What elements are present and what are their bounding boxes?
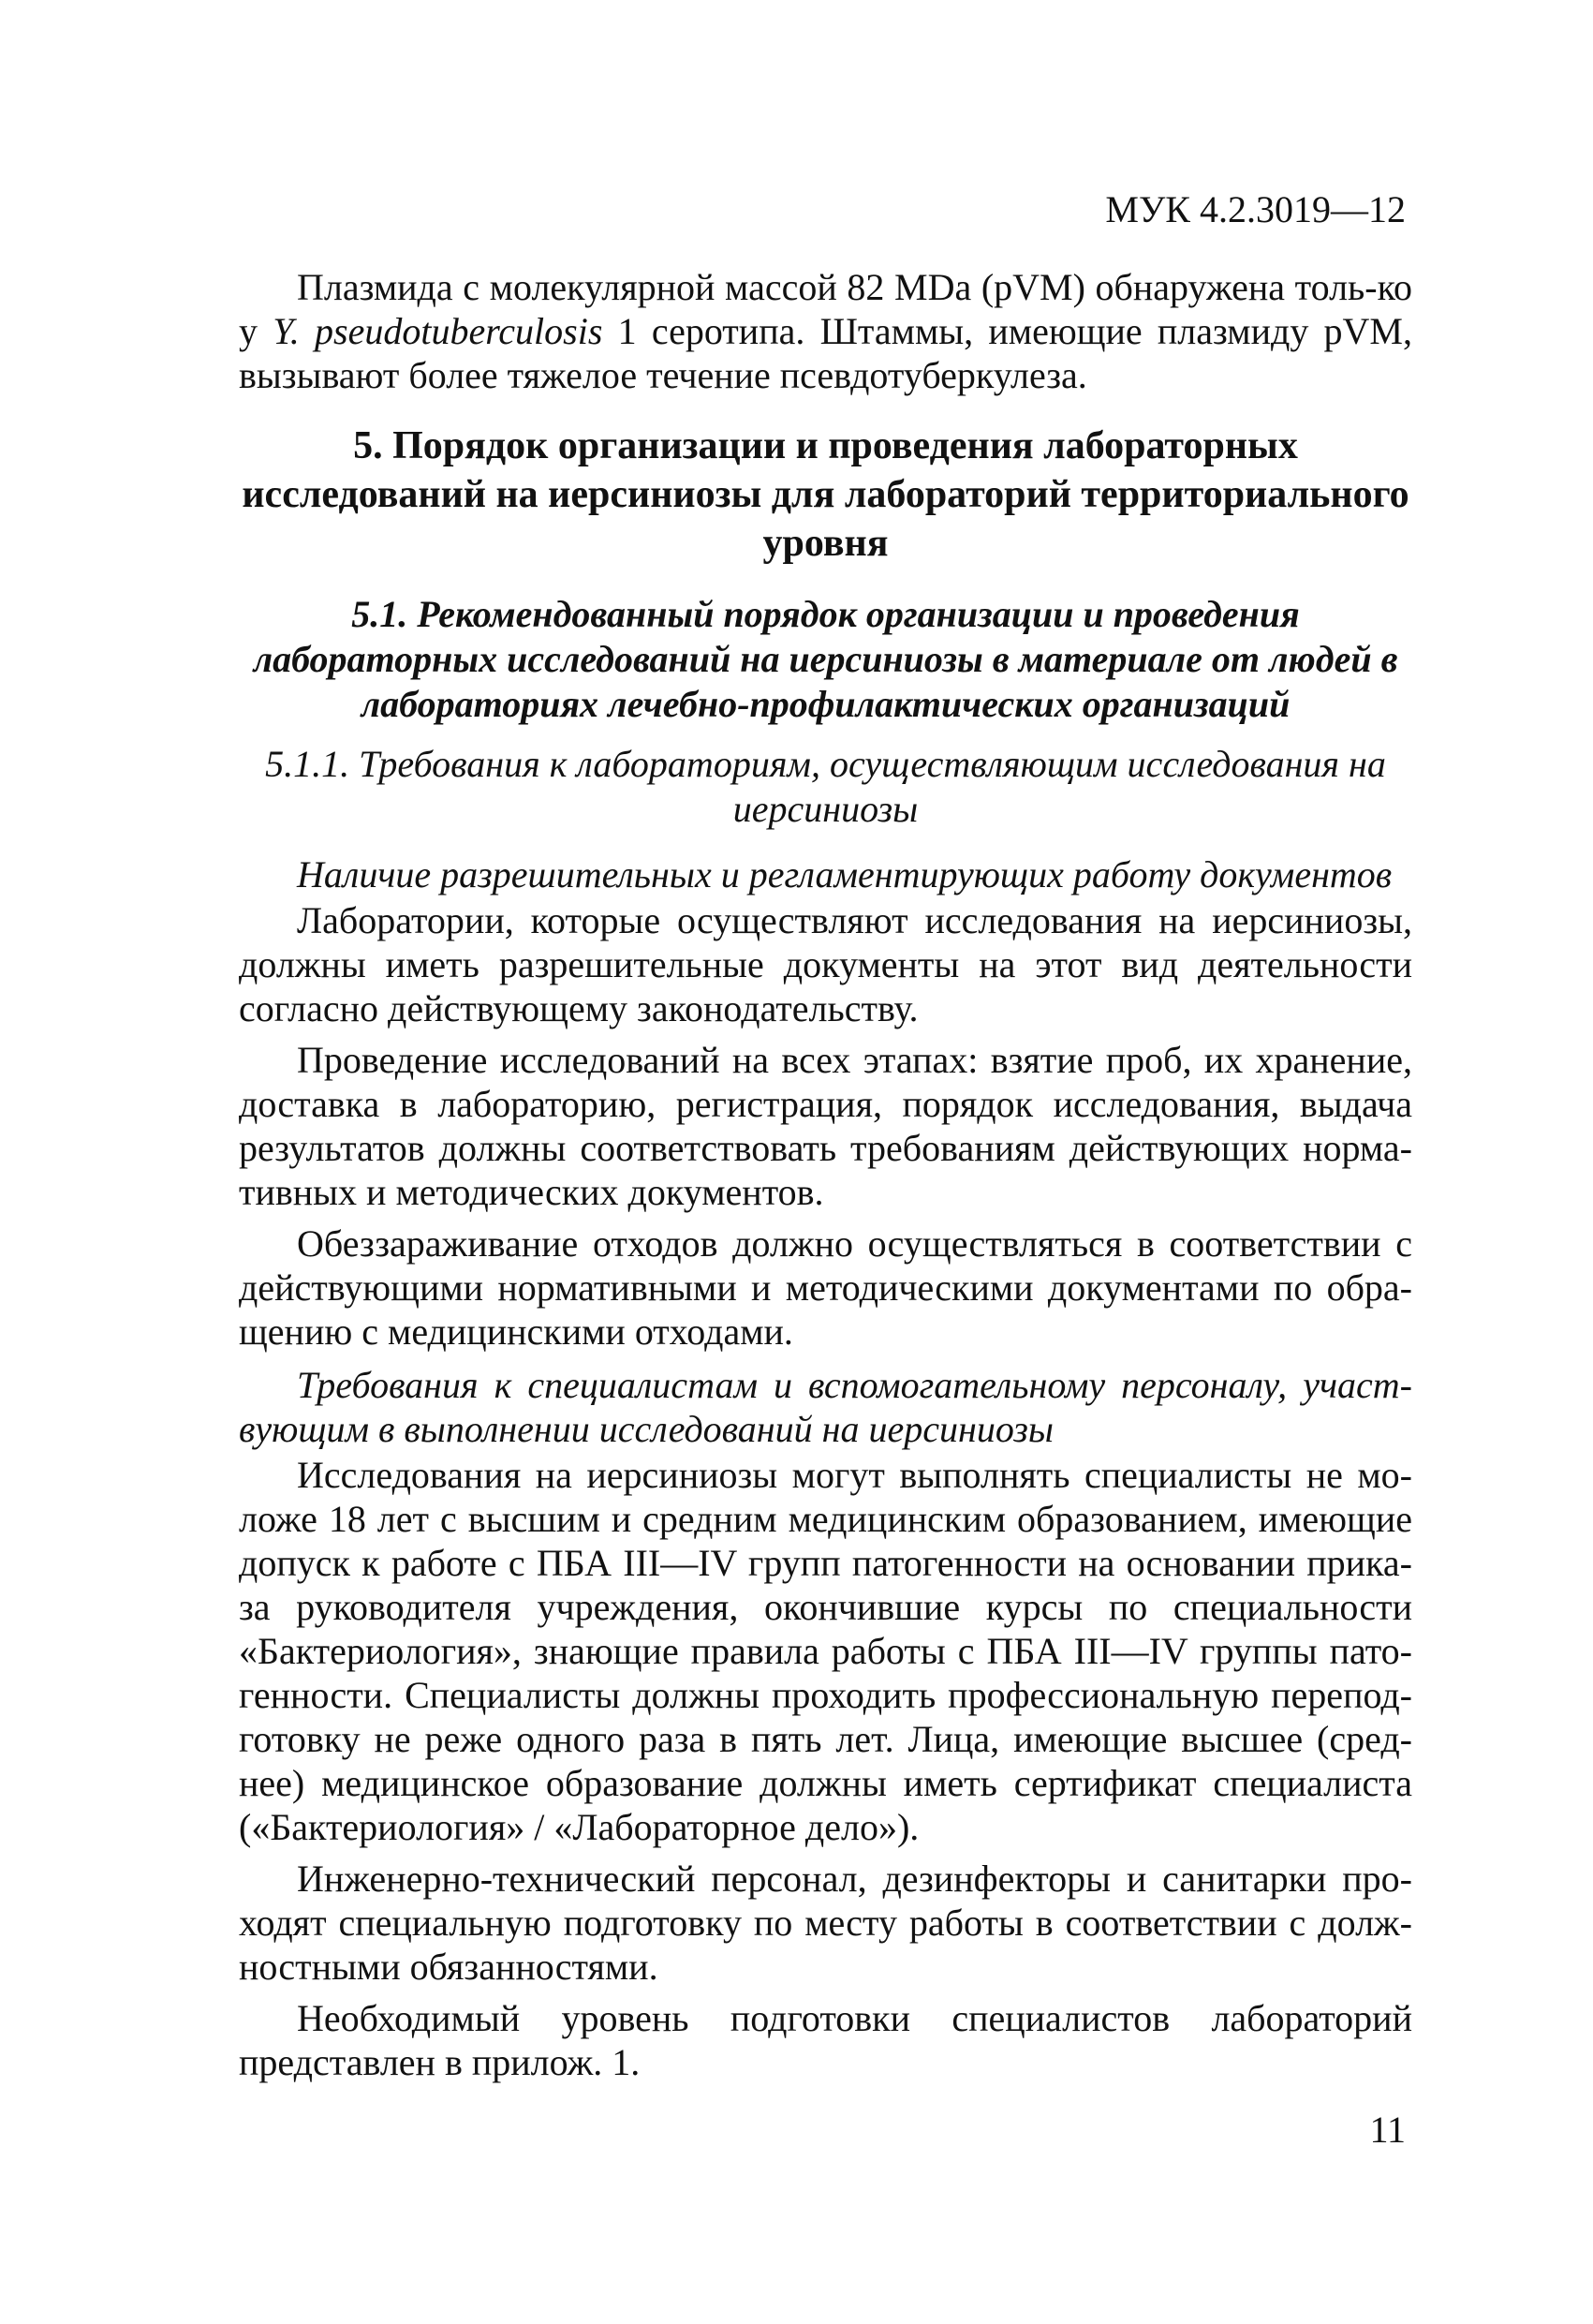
block-heading-documents: Наличие разрешительных и регламентирующих работу документов xyxy=(297,853,1393,896)
page-number: 11 xyxy=(1369,2109,1406,2151)
section-title: 5. Порядок организации и проведения лабораторных исследований на иерсиниозы для лабораторий территориального уровня xyxy=(242,424,1409,565)
paragraph: Необходимый уровень подготовки специалистов лабораторий представлен в прилож. 1. xyxy=(239,1997,1412,2083)
paragraph: Обеззараживание отходов должно осуществляться в соответствии с действующими нормативными и методическими документами по обра-щению с медицинскими отходами. xyxy=(239,1222,1412,1353)
document-code: МУК 4.2.3019—12 xyxy=(1105,188,1406,230)
paragraph: Лаборатории, которые осуществляют исследования на иерсиниозы, должны иметь разрешительные документы на этот вид деятельности согласно действующему законодательству. xyxy=(239,899,1412,1029)
subsubsection-title: 5.1.1. Требования к лабораториям, осуществляющим исследования на иерсиниозы xyxy=(265,743,1386,830)
paragraph: Проведение исследований на всех этапах: взятие проб, их хранение, доставка в лабораторию, регистрация, порядок исследования, выдача результатов должны соответствовать требованиям действующих норма-тивных и методических документов. xyxy=(239,1039,1412,1213)
intro-text-1: Плазмида с молекулярной массой 82 MDa (pVM) обнаружена толь-ко у xyxy=(239,266,1412,352)
block-heading-personnel: Требования к специалистам и вспомогательному персоналу, участ-вующим в выполнении исследований на иерсиниозы xyxy=(239,1364,1412,1450)
intro-paragraph xyxy=(239,265,1412,397)
intro-text-2: 1 серотипа. Штаммы, имеющие плазмиду pVM, вызывают более тяжелое течение псевдотуберкулеза. xyxy=(239,310,1412,396)
paragraph: Инженерно-технический персонал, дезинфекторы и санитарки про-ходят специальную подготовку по месту работы в соответствии с долж-ностными обязанностями. xyxy=(239,1858,1412,1988)
paragraph: Исследования на иерсиниозы могут выполнять специалисты не мо-ложе 18 лет с высшим и средним медицинским образованием, имеющие допуск к работе с ПБА III—IV групп патогенности на основании прика-за руководителя учреждения, окончившие курсы по специальности «Бактериология», знающие правила работы с ПБА III—IV группы пато-генности. Специалисты должны проходить профессиональную перепод-готовку не реже одного раза в пять лет. Лица, имеющие высшее (сред-нее) медицинское образование должны иметь сертификат специалиста («Бактериология» / «Лабораторное дело»). xyxy=(239,1454,1412,1848)
subsection-title: 5.1. Рекомендованный порядок организации и проведения лабораторных исследований на иерсиниозы в материале от людей в лабораториях лечебно-профилактических организаций xyxy=(253,593,1398,725)
page-content xyxy=(239,265,1412,2084)
species-name: Y. pseudotuberculosis xyxy=(273,310,603,352)
